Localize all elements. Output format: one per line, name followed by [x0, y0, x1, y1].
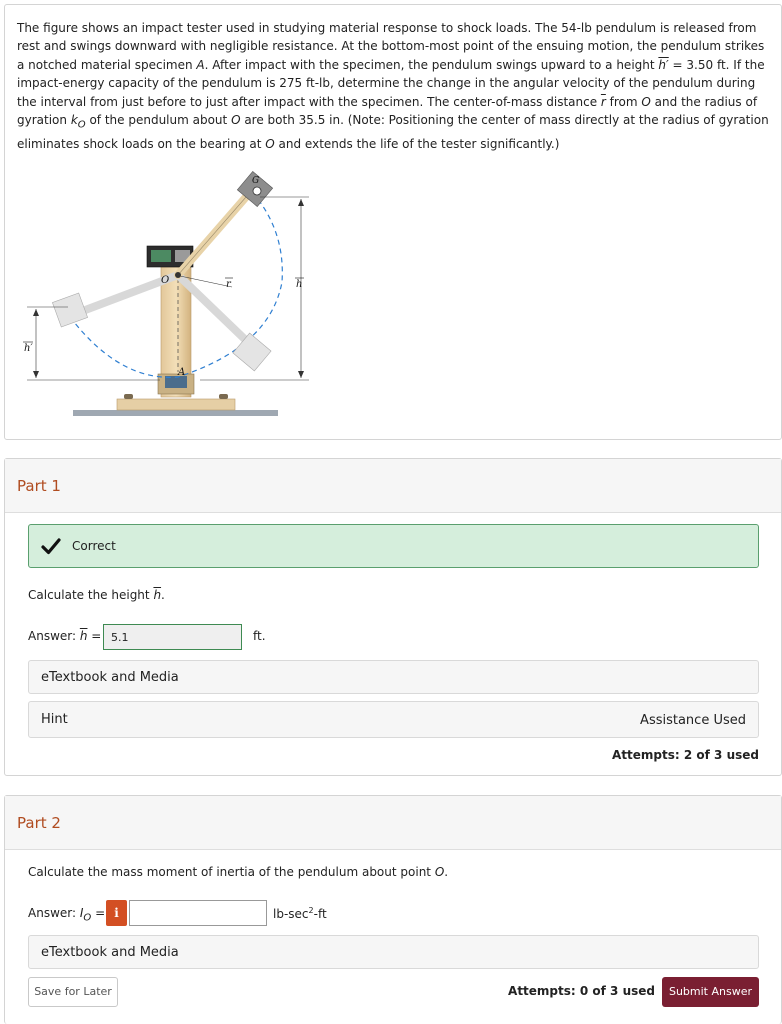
- correct-label: Correct: [72, 539, 116, 553]
- part1-title: Part 1: [17, 477, 61, 495]
- check-icon: [40, 535, 62, 557]
- part1-answer-input[interactable]: [103, 624, 242, 650]
- var-k-sub: O: [77, 119, 86, 131]
- problem-text-3: = 3.50 ft. If the impact-energy capacity of the pendulum is 275 ft-lb, determine the change in the angular velocity of the pendulum during the interval from just before to just after impact with the specimen. The center-of-mass distance: [17, 57, 765, 109]
- question-text: Calculate the mass moment of inertia of the pendulum about point: [28, 865, 435, 879]
- var-O: O: [265, 136, 275, 151]
- part1-header: [5, 459, 781, 513]
- correct-banner: [28, 524, 759, 568]
- etextbook-label: eTextbook and Media: [41, 670, 179, 685]
- question-end: .: [161, 588, 165, 602]
- floor: [73, 410, 278, 416]
- part2-question: [28, 865, 448, 879]
- answer-sub: O: [83, 912, 92, 924]
- part1-etextbook-bar[interactable]: [28, 660, 759, 694]
- var-k: k: [70, 113, 78, 128]
- save-for-later-button[interactable]: Save for Later: [28, 977, 118, 1007]
- var-A: A: [196, 57, 205, 72]
- problem-statement: [17, 19, 773, 153]
- label-A: A: [178, 367, 186, 378]
- part2-answer-label: [28, 906, 105, 923]
- part2-header: [5, 796, 781, 850]
- answer-var: I: [79, 906, 84, 920]
- var-rbar: $\overline{r}$: [600, 94, 606, 109]
- part1-hint-bar[interactable]: [28, 701, 759, 738]
- problem-text-8: and extends the life of the tester significantly.): [274, 136, 560, 151]
- hint-label: Hint: [41, 712, 68, 727]
- answer-eq: =: [91, 906, 106, 920]
- var-O: O: [231, 113, 241, 128]
- problem-text-5: and the radius of gyration: [17, 94, 758, 128]
- pendulum-arm-edge: [178, 189, 253, 275]
- var-O: O: [641, 94, 651, 109]
- unit-suffix: -ft: [313, 907, 327, 921]
- label-O: O: [161, 275, 170, 286]
- pivot-O: [175, 272, 181, 278]
- part1-question: [28, 588, 165, 602]
- label-G: G: [252, 176, 260, 186]
- base-plate: [117, 399, 235, 410]
- problem-card: [4, 4, 782, 440]
- problem-text-4: from: [605, 94, 642, 109]
- impact-tester-figure: [20, 167, 320, 437]
- answer-eq: =: [87, 629, 102, 643]
- unit-base: lb-sec: [273, 907, 309, 921]
- part1-answer-label: [28, 629, 101, 643]
- problem-text-1: The figure shows an impact tester used in studying material response to shock loads. The 54-lb pendulum is released from rest and swings downward with negligible resistance. At the bottom-most point of the ensuing motion, the pendulum strikes a notched material specimen: [17, 21, 765, 72]
- var-hprime: h′: [658, 57, 669, 72]
- answer-prefix: Answer:: [28, 906, 80, 920]
- problem-text-6: of the pendulum about: [85, 113, 232, 128]
- question-var: $\overline{h}$: [153, 588, 162, 602]
- question-var: O: [434, 865, 445, 879]
- center-of-mass-marker: [253, 187, 261, 195]
- part2-answer-input[interactable]: [129, 900, 267, 926]
- display-screen: [151, 250, 171, 262]
- part1-attempts: Attempts: 2 of 3 used: [612, 748, 759, 762]
- label-r: r: [226, 279, 231, 290]
- label-hprime: h′: [24, 343, 33, 354]
- problem-text-2: . After impact with the specimen, the pendulum swings upward to a height: [204, 57, 659, 72]
- pendulum-head-left: [52, 293, 87, 327]
- base-foot: [124, 394, 133, 399]
- answer-prefix: Answer:: [28, 629, 80, 643]
- base-foot: [219, 394, 228, 399]
- part2-attempts: Attempts: 0 of 3 used: [508, 984, 655, 998]
- info-icon[interactable]: i: [106, 900, 127, 926]
- part2-unit: [273, 906, 327, 921]
- problem-text-7: are both 35.5 in. (Note: Positioning the center of mass directly at the radius of gyration eliminates shock loads on the bearing at: [17, 113, 769, 151]
- assistance-used-label: Assistance Used: [640, 713, 746, 728]
- question-text: Calculate the height: [28, 588, 154, 602]
- answer-var: $\overline{h}$: [79, 629, 88, 643]
- submit-answer-button[interactable]: Submit Answer: [662, 977, 759, 1007]
- unit-exponent: 2: [308, 906, 314, 915]
- question-end: .: [444, 865, 449, 879]
- label-h: h: [296, 279, 303, 290]
- part2-etextbook-bar[interactable]: [28, 935, 759, 969]
- part1-card: [4, 458, 782, 776]
- part2-title: Part 2: [17, 814, 61, 832]
- etextbook-label: eTextbook and Media: [41, 945, 179, 960]
- part2-card: [4, 795, 782, 1024]
- part1-unit: ft.: [253, 629, 266, 643]
